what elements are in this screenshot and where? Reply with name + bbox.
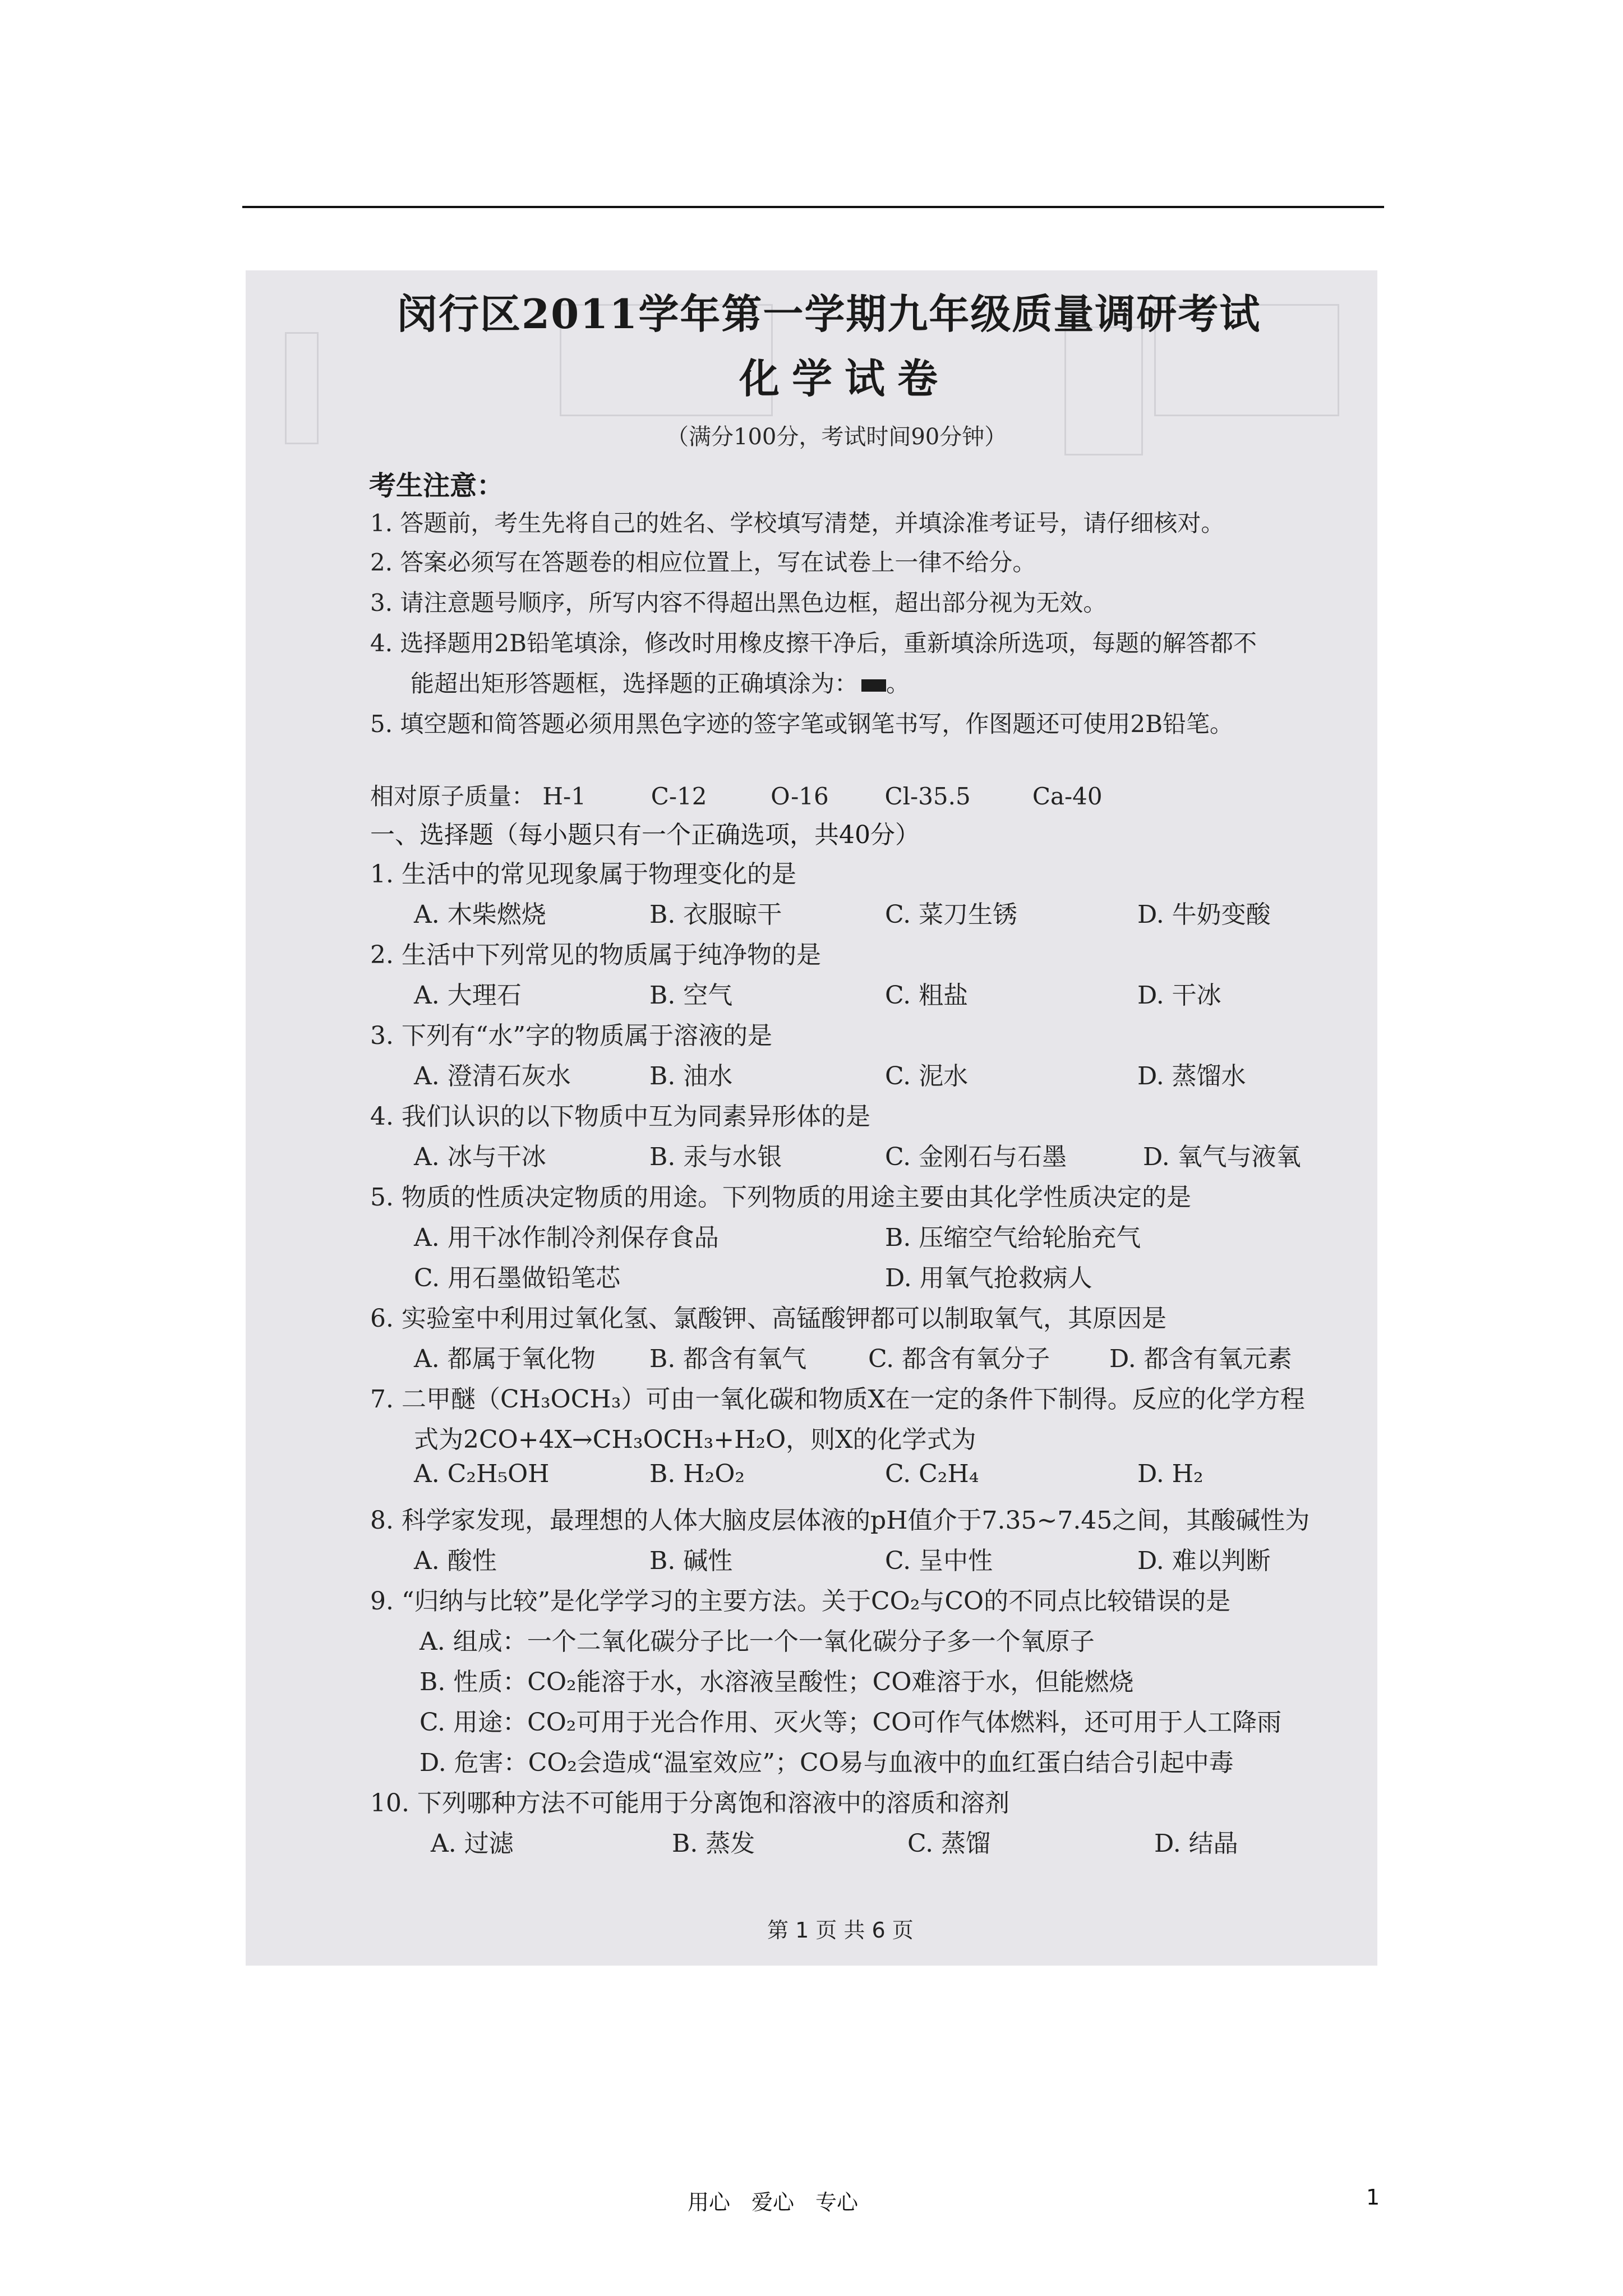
option: D. 干冰 xyxy=(1137,981,1221,1010)
notice-item-continued: 能超出矩形答题框，选择题的正确填涂为： 。 xyxy=(411,670,910,697)
option: D. 牛奶变酸 xyxy=(1137,900,1271,929)
option: C. 呈中性 xyxy=(885,1547,993,1575)
option: D. 蒸馏水 xyxy=(1137,1062,1246,1091)
option: B. 汞与水银 xyxy=(649,1143,782,1171)
bleed-through-mark xyxy=(1064,326,1143,455)
option: D. 氧气与液氧 xyxy=(1143,1143,1301,1171)
option: D. H₂ xyxy=(1137,1460,1204,1488)
atomic-mass-c: C-12 xyxy=(651,783,707,810)
question-stem: 8. 科学家发现，最理想的人体大脑皮层体液的pH值介于7.35~7.45之间，其酸碱性为 xyxy=(370,1506,1310,1535)
section-heading: 一、选择题（每小题只有一个正确选项，共40分） xyxy=(370,821,920,849)
filled-answer-box-icon xyxy=(861,679,886,692)
question-stem: 9. “归纳与比较”是化学学习的主要方法。关于CO₂与CO的不同点比较错误的是 xyxy=(370,1587,1231,1616)
question-stem: 7. 二甲醚（CH₃OCH₃）可由一氧化碳和物质X在一定的条件下制得。反应的化学方程 xyxy=(370,1385,1305,1414)
option: C. 用途：CO₂可用于光合作用、灭火等；CO可作气体燃料，还可用于人工降雨 xyxy=(419,1708,1282,1737)
option: C. 粗盐 xyxy=(885,981,969,1010)
option: D. 结晶 xyxy=(1154,1829,1238,1858)
notice-item: 3. 请注意题号顺序，所写内容不得超出黑色边框，超出部分视为无效。 xyxy=(370,589,1107,616)
question-stem: 2. 生活中下列常见的物质属于纯净物的是 xyxy=(370,941,821,969)
exam-title: 闵行区2011学年第一学期九年级质量调研考试 xyxy=(397,290,1261,338)
question-stem: 10. 下列哪种方法不可能用于分离饱和溶液中的溶质和溶剂 xyxy=(370,1789,1009,1818)
atomic-mass-row xyxy=(370,778,1103,812)
option: B. 衣服晾干 xyxy=(649,900,782,929)
option: A. 冰与干冰 xyxy=(414,1143,546,1171)
option: D. 难以判断 xyxy=(1137,1547,1271,1575)
atomic-mass-cl: Cl-35.5 xyxy=(884,783,971,810)
option: A. 组成：一个二氧化碳分子比一个一氧化碳分子多一个氧原子 xyxy=(419,1627,1095,1656)
notice-item-text: 能超出矩形答题框，选择题的正确填涂为： xyxy=(411,670,859,697)
scan-page-indicator: 第 1 页 共 6 页 xyxy=(767,1918,914,1943)
option: C. 都含有氧分子 xyxy=(868,1345,1050,1373)
question-stem: 6. 实验室中利用过氧化氢、氯酸钾、高锰酸钾都可以制取氧气，其原因是 xyxy=(370,1304,1166,1333)
question-stem: 3. 下列有“水”字的物质属于溶液的是 xyxy=(370,1022,772,1050)
atomic-mass-label: 相对原子质量： xyxy=(370,783,536,810)
question-stem: 1. 生活中的常见现象属于物理变化的是 xyxy=(370,860,796,889)
option: B. 都含有氧气 xyxy=(649,1345,807,1373)
option: A. 澄清石灰水 xyxy=(414,1062,571,1091)
question-stem-continued: 式为2CO+4X→CH₃OCH₃+H₂O，则X的化学式为 xyxy=(414,1425,976,1454)
page-number: 1 xyxy=(1366,2185,1380,2210)
option: D. 危害：CO₂会造成“温室效应”；CO易与血液中的血红蛋白结合引起中毒 xyxy=(419,1749,1234,1777)
option: B. 碱性 xyxy=(649,1547,733,1575)
option: B. H₂O₂ xyxy=(649,1460,745,1488)
option: B. 蒸发 xyxy=(672,1829,755,1858)
bleed-through-mark xyxy=(285,332,319,444)
option: A. 酸性 xyxy=(414,1547,497,1575)
option: C. 用石墨做铅笔芯 xyxy=(414,1264,621,1292)
option: B. 空气 xyxy=(649,981,733,1010)
notice-item: 5. 填空题和简答题必须用黑色字迹的签字笔或钢笔书写，作图题还可使用2B铅笔。 xyxy=(370,710,1234,738)
option: C. 泥水 xyxy=(885,1062,969,1091)
question-stem: 4. 我们认识的以下物质中互为同素异形体的是 xyxy=(370,1102,870,1131)
option: C. 金刚石与石墨 xyxy=(885,1143,1067,1171)
option: C. 菜刀生锈 xyxy=(885,900,1018,929)
option: C. C₂H₄ xyxy=(885,1460,979,1488)
option: C. 蒸馏 xyxy=(907,1829,991,1858)
footer-motto: 用心 爱心 专心 xyxy=(688,2190,859,2215)
option: B. 油水 xyxy=(649,1062,733,1091)
option: D. 都含有氧元素 xyxy=(1109,1345,1292,1373)
option: B. 压缩空气给轮胎充气 xyxy=(885,1223,1141,1252)
option: A. 过滤 xyxy=(431,1829,514,1858)
exam-subtitle: 化学试卷 xyxy=(739,355,951,402)
option: A. 都属于氧化物 xyxy=(414,1345,596,1373)
atomic-mass-ca: Ca-40 xyxy=(1032,783,1103,810)
option: A. 木柴燃烧 xyxy=(414,900,546,929)
option: A. C₂H₅OH xyxy=(414,1460,550,1488)
notice-heading: 考生注意： xyxy=(369,470,504,501)
question-stem: 5. 物质的性质决定物质的用途。下列物质的用途主要由其化学性质决定的是 xyxy=(370,1183,1191,1212)
notice-item: 2. 答案必须写在答题卷的相应位置上，写在试卷上一律不给分。 xyxy=(370,549,1036,576)
atomic-mass-h: H-1 xyxy=(542,783,586,810)
notice-item: 4. 选择题用2B铅笔填涂，修改时用橡皮擦干净后，重新填涂所选项，每题的解答都不 xyxy=(370,629,1257,657)
exam-meta: （满分100分，考试时间90分钟） xyxy=(666,424,1007,450)
scanned-exam-page xyxy=(246,270,1377,1966)
option: A. 大理石 xyxy=(414,981,522,1010)
notice-item: 1. 答题前，考生先将自己的姓名、学校填写清楚，并填涂准考证号，请仔细核对。 xyxy=(370,509,1225,537)
atomic-mass-o: O-16 xyxy=(771,783,829,810)
option: D. 用氧气抢救病人 xyxy=(885,1264,1092,1292)
option: B. 性质：CO₂能溶于水，水溶液呈酸性；CO难溶于水，但能燃烧 xyxy=(419,1668,1134,1696)
option: A. 用干冰作制冷剂保存食品 xyxy=(414,1223,719,1252)
top-rule xyxy=(242,206,1384,208)
